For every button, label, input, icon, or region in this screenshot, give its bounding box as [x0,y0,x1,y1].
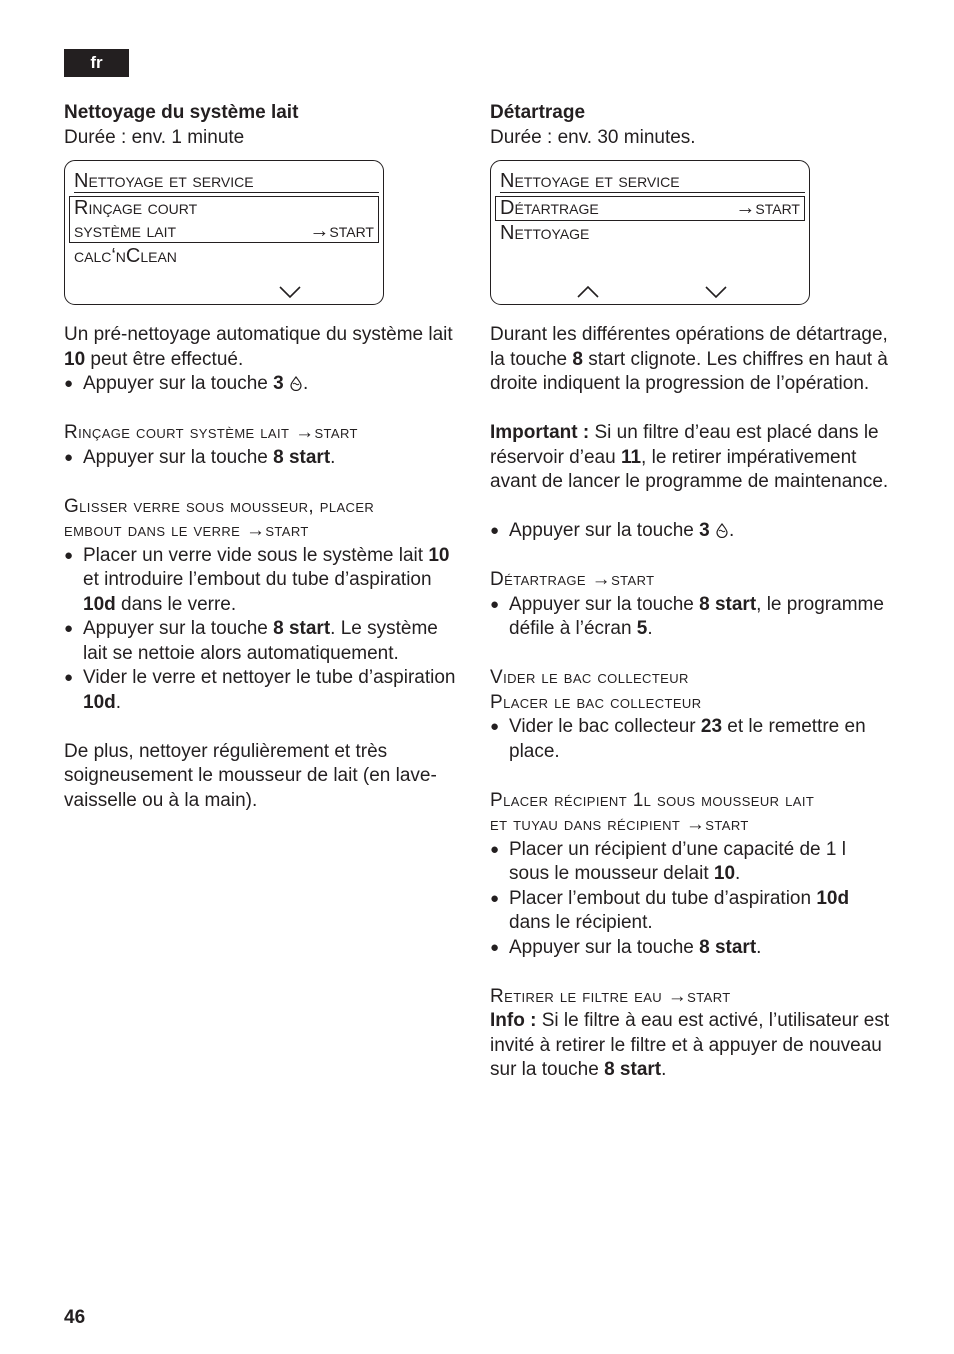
duration-text: Durée : env. 30 minutes. [490,126,696,148]
intro-text: Un pré-nettoyage automatique du système lait 10 peut être effectué. [64,324,453,370]
chevron-down-icon [279,285,301,299]
bullet-item: ● Appuyer sur la touche 8 start. Le système lait se nettoie alors automatiquement. [64,617,464,666]
chevron-down-icon [705,285,727,299]
important-note: Important : Si un filtre d’eau est placé dans le réservoir d’eau 11, le retirer impérativement avant de lancer le programme de maintenance. [490,422,889,492]
duration-text: Durée : env. 1 minute [64,126,245,148]
language-tab: fr [64,49,129,77]
display-selected-item [495,196,805,221]
bullet-item: ● Vider le verre et nettoyer le tube d’aspiration 10d. [64,666,464,715]
display-message: Retirer le filtre eau →start [490,985,731,1007]
display-row [74,220,378,243]
arrow-right-icon: → [667,985,688,1007]
section-title: Nettoyage du système lait [64,102,299,123]
display-message: Placer le bac collecteur [490,691,702,713]
chevron-up-icon [577,285,599,299]
arrow-right-icon: → [245,520,266,541]
bullet-item: ● Placer un récipient d’une capacité de 1 l sous le mousseur delait 10. [490,838,890,887]
display-row-label: Détartrage [500,197,599,219]
bullet-item: ● Appuyer sur la touche 8 start. [490,936,890,961]
arrow-right-icon: → [685,814,706,835]
arrow-right-icon: → [295,422,315,443]
display-message: Détartrage →start [490,569,655,590]
display-row: Nettoyage [500,222,590,244]
display-row-label: système lait [74,219,177,242]
display-action: →start [309,219,374,242]
display-message: Placer récipient 1l sous mousseur lait [490,789,815,811]
bullet-item: ● Placer un verre vide sous le système lait 10 et introduire l’embout du tube d’aspiration 10d dans le verre. [64,544,464,618]
display-message: Glisser verre sous mousseur, placer [64,495,375,517]
info-note: Info : Si le filtre à eau est activé, l’utilisateur est invité à retirer le filtre et à appuyer de nouveau sur la touche 8 start. [490,1010,890,1080]
display-screen [64,160,384,305]
arrow-right-icon: → [735,197,756,219]
page-number: 46 [64,1307,86,1328]
arrow-right-icon: → [309,219,330,242]
display-screen [490,160,810,305]
display-message: et tuyau dans récipient →start [490,814,749,835]
wave-drop-icon [715,521,729,537]
display-message: Vider le bac collecteur [490,667,689,688]
display-message: Rinçage court système lait →start [64,422,358,443]
section-title: Détartrage [490,102,586,123]
intro-text: Durant les différentes opérations de détartrage, la touche 8 start clignote. Les chiffres en haut à droite indiquent la progression de l’opération. [490,324,888,394]
bullet-item: ● Placer l’embout du tube d’aspiration 10d dans le récipient. [490,887,890,936]
arrow-right-icon: → [591,569,612,590]
bullet-item: ● Appuyer sur la touche 8 start, le programme défile à l’écran 5. [490,593,890,642]
display-row: calc‘nClean [74,245,177,267]
left-column [64,101,464,813]
bullet-item: ● Appuyer sur la touche 3 . [64,372,464,397]
bullet-item: ● Appuyer sur la touche 3 . [490,519,890,544]
display-row: Rinçage court [74,197,198,219]
outro-text: De plus, nettoyer régulièrement et très soigneusement le mousseur de lait (en lave-vaisselle ou à la main). [64,740,437,811]
display-row [500,197,804,220]
display-selected-item [69,196,379,243]
right-column [490,101,890,1083]
display-message: embout dans le verre →start [64,520,309,541]
wave-drop-icon [289,374,303,390]
display-header: Nettoyage et service [74,170,379,193]
bullet-item: ● Appuyer sur la touche 8 start. [64,446,464,471]
bullet-item: ● Vider le bac collecteur 23 et le remettre en place. [490,715,890,764]
display-header: Nettoyage et service [500,170,805,193]
display-action: →start [735,197,800,219]
